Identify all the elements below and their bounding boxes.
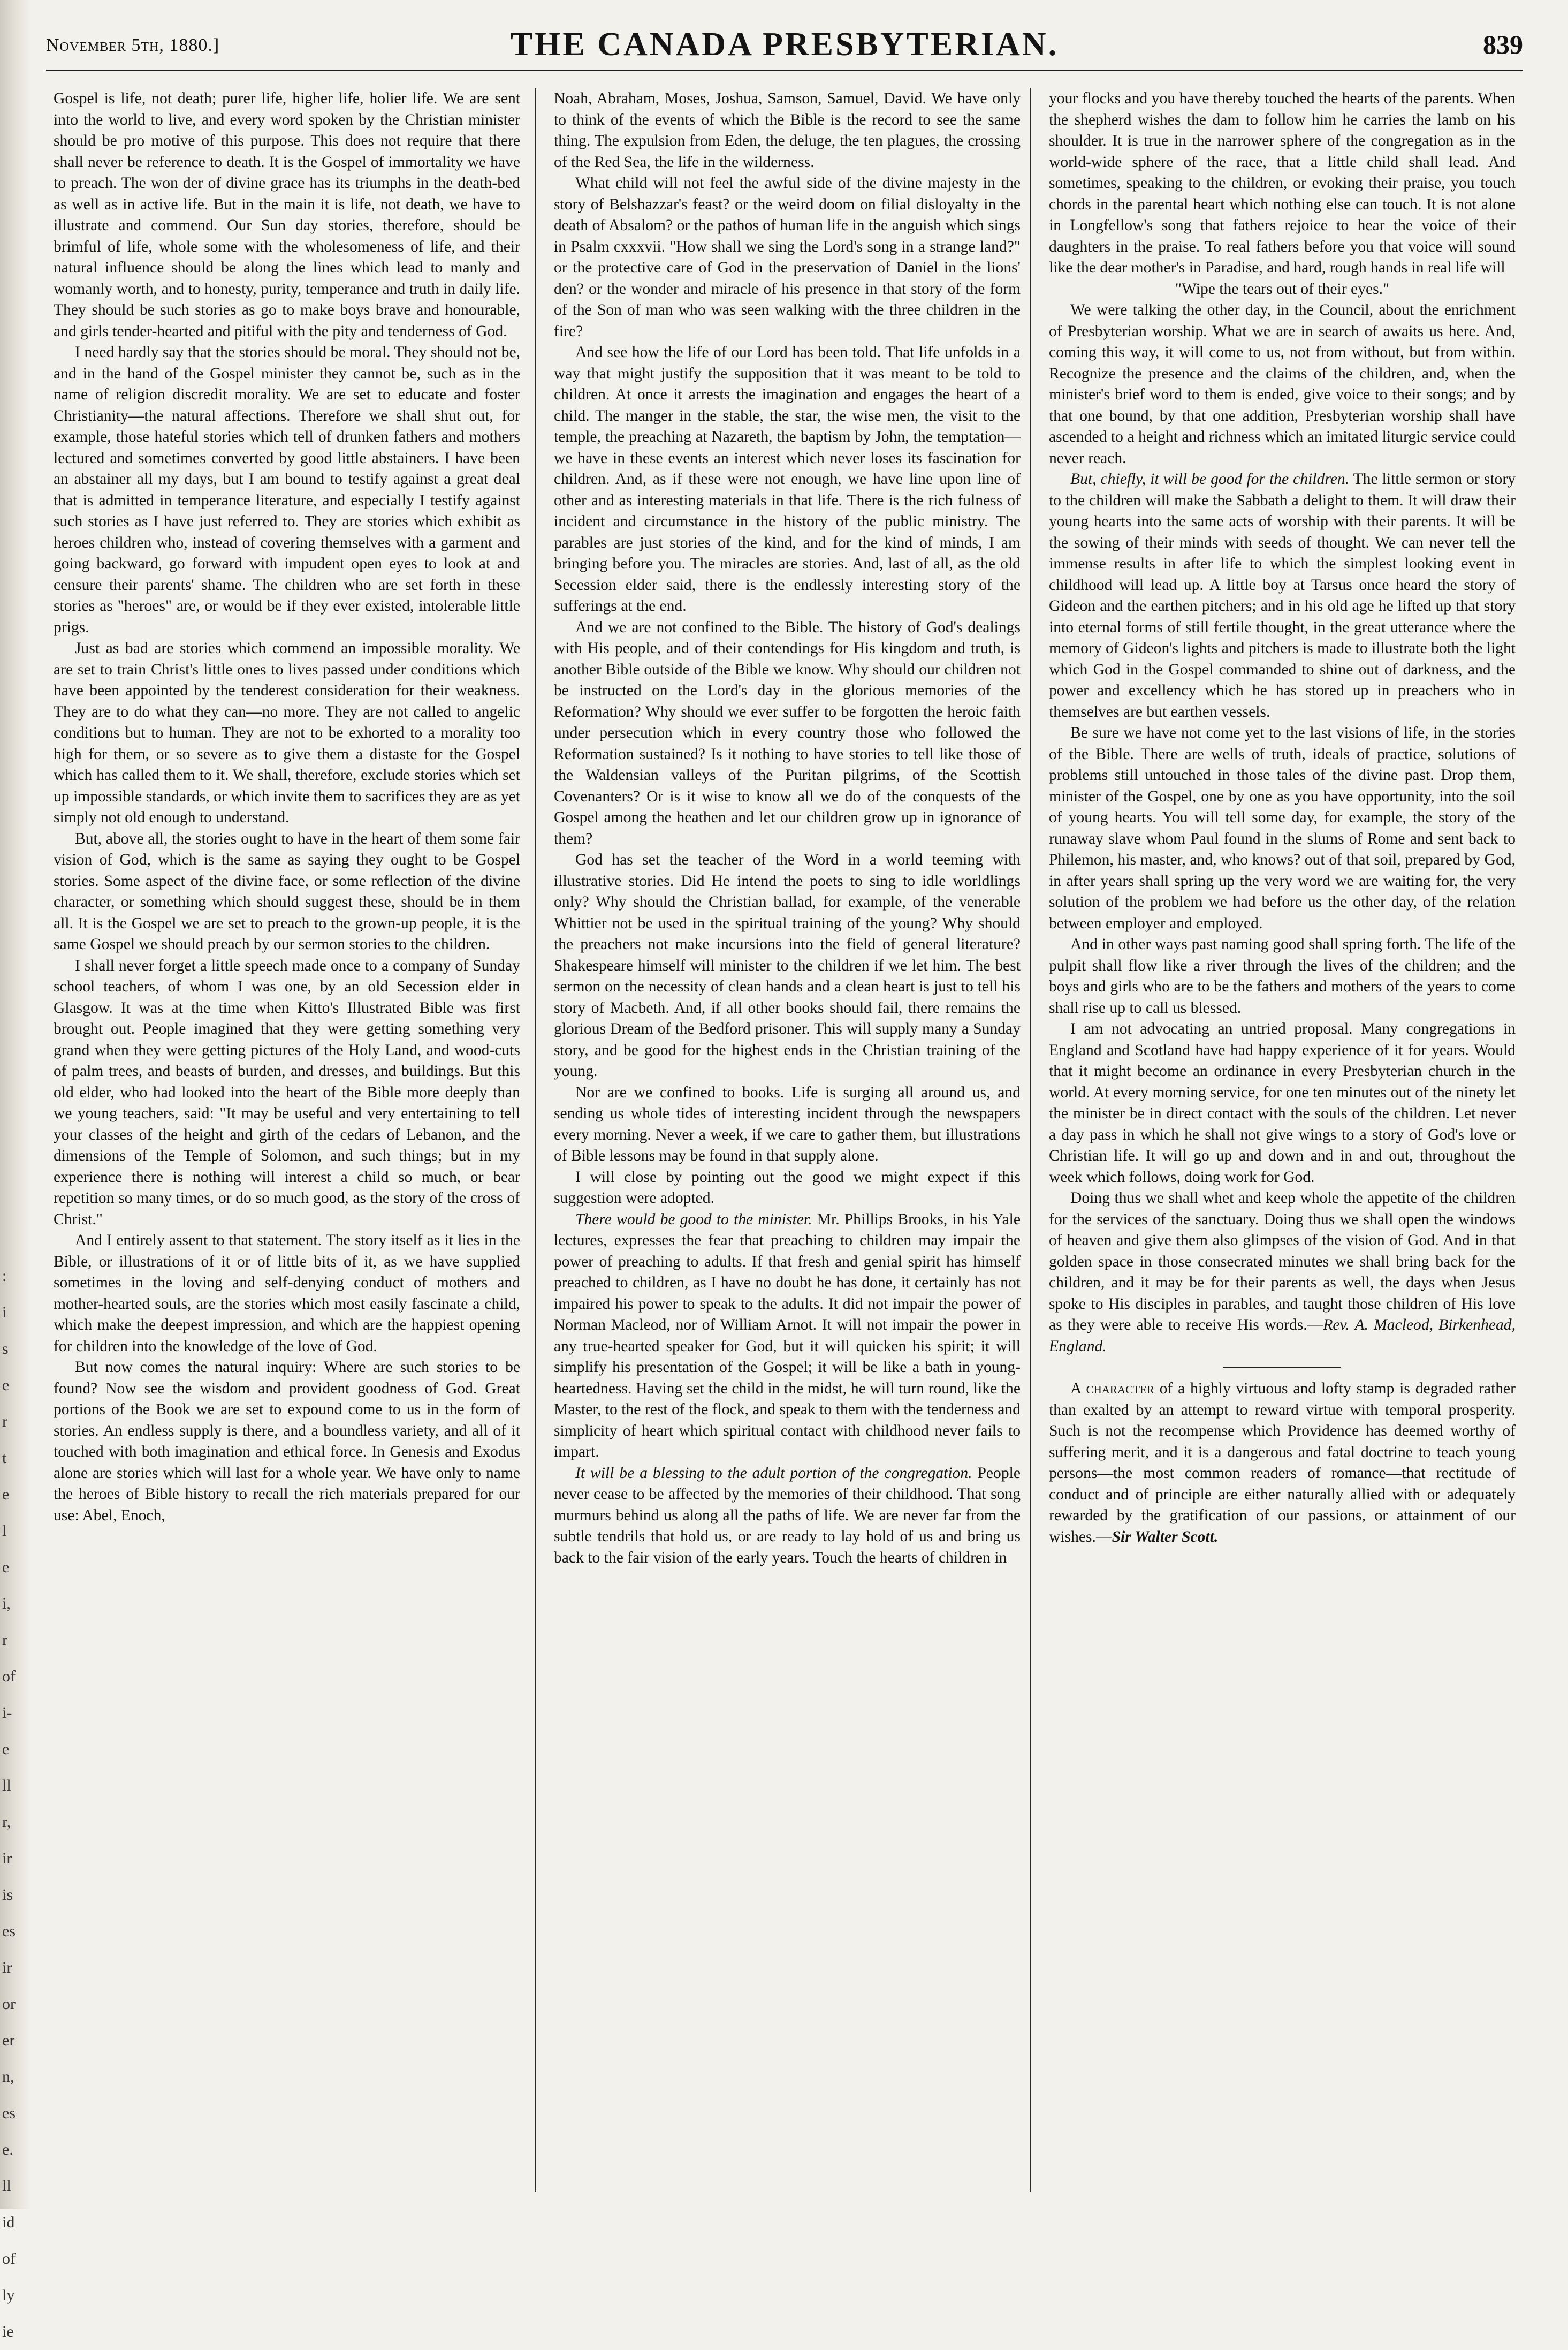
col1-paragraph: I shall never forget a little speech made once to a company of Sunday school teachers, of whom I was one, by an old Secession elder in Glasgow. It was at the time when Kitto's Illustrated Bible was first brought out. People imagined that they were getting something very grand when they were getting pictures of the Holy Land, and wood-cuts of palm trees, and beasts of burden, and dresses, and buildings. But this old elder, who had looked into the heart of the Bible more deeply than we young teachers, said: "It may be useful and very entertaining to tell your classes of the height and girth of the cedars of Lebanon, and the dimensions of the Temple of Solomon, and such things; but in my experience there is nothing will interest a child so much, or bear repetition so many times, or do so much good, as the story of the cross of Christ." (54, 957, 520, 1228)
margin-fragment: e (2, 1740, 10, 1758)
col1-paragraph: I need hardly say that the stories should be moral. They should not be, and in the hand of the Gospel minister they cannot be, such as in the name of religion discredit morality. We are set to educate and foster Christianity—the natural affections. Therefore we shall shut out, for example, those hateful stories which tell of drunken fathers and mothers lectured and sometimes converted by good little abstainers. I have been an abstainer all my days, but I am bound to testify against a great deal that is admitted in temperance literature, and especially I testify against such stories as I have just referred to. They are stories which exhibit as heroes children who, instead of covering themselves with a garment and going backward, go forward with impudent open eyes to look at and censure their parents' shame. The children who are set forth in these stories as "heroes" are, or would be if they ever existed, intolerable little prigs. (54, 344, 520, 636)
page-number: 839 (1483, 29, 1523, 59)
margin-fragment: : (2, 1267, 7, 1285)
margin-fragment: r (2, 1413, 7, 1430)
small-caps-lead: A character (1070, 1380, 1154, 1397)
margin-fragment: id (2, 2213, 15, 2231)
margin-fragment: ie (2, 2323, 14, 2340)
poem-quote: "Wipe the tears out of their eyes." (1175, 280, 1390, 298)
margin-fragment: ir (2, 1959, 12, 1976)
col2-paragraph: What child will not feel the awful side of the divine majesty in the story of Belshazzar's feast? or the weird doom on filial disloyalty in the death of Absalom? or the pathos of human life in the anguish which sings in Psalm cxxxvii. "How shall we sing the Lord's song in a strange land?" or the protective care of God in the preservation of Daniel in the lions' den? or the wonder and miracle of his presence in that story of the form of the Son of man who was seen walking with the three children in the fire? (554, 175, 1021, 340)
margin-fragment: r (2, 1631, 7, 1649)
column-1 (54, 88, 520, 2192)
margin-fragment: ll (2, 1777, 11, 1794)
column-2 (554, 88, 1021, 2192)
margin-fragment: or (2, 1995, 16, 2013)
col2-paragraph: And we are not confined to the Bible. The history of God's dealings with His people, and of their contendings for His kingdom and truth, is another Bible outside of the Bible we know. Why should our children not be instructed on the Lord's day in the glorious memories of the Reformation? Why should we ever suffer to be forgotten the heroic faith under persecution which in every country those who followed the Reformation sustained? Is it nothing to have stories to tell like those of the Waldensian valleys of the Puritan pilgrims, of the Scottish Covenanters? Or is it wise to know all we do of the conquests of the Gospel among the heathen and let our children grow up in ignorance of them? (554, 618, 1021, 847)
column-rule-2 (1030, 88, 1031, 2192)
col3-paragraph: I am not advocating an untried proposal. Many congregations in England and Scotland have had happy experience of it for years. Would that it might become an ordinance in every Presbyterian church in the world. At every morning service, for one ten minutes out of the ninety let the minister be in direct contact with the souls of the children. Let never a day pass in which he shall not give wings to a story of God's love or Christian life. It will go up and down and in and out, throughout the week which follows, doing work for God. (1049, 1020, 1516, 1186)
col2-paragraph: I will close by pointing out the good we might expect if this suggestion were adopted. (554, 1168, 1021, 1207)
col2-minister-paragraph: There would be good to the minister. Mr. Phillips Brooks, in his Yale lectures, expresses the fear that preaching to children may impair the power of preaching to adults. If that fresh and genial spirit has himself preached to children, as I have no doubt he has done, it certainly has not impaired his power to speak to the adults. It did not impair the power of Norman Macleod, nor of William Arnot. It will not impair the power in any true-hearted speaker for God, but it will quicken his spirit; it will simplify his presentation of the Gospel; it will be like a bath in young-heartedness. Having set the child in the midst, he will turn round, like the Master, to the rest of the flock, and speak to them with the tenderness and simplicity of heart which spiritual contact with childhood never fails to impart. (554, 1210, 1021, 1460)
italic-lead: But, chiefly, it will be good for the children. (1070, 471, 1350, 488)
col3-paragraph: We were talking the other day, in the Council, about the enrichment of Presbyterian worship. What we are in search of awaits us here. And, coming this way, it will come to us, not from without, but from within. Recognize the presence and the claims of the children, and, when the minister's brief word to them is ended, give voice to their songs; and by that one bound, by that one addition, Presbyterian worship shall have ascended to a height and richness which an imitated liturgic service could never reach. (1049, 301, 1516, 467)
column-rule-1 (535, 88, 536, 2192)
col3-paragraph: Be sure we have not come yet to the last visions of life, in the stories of the Bible. There are wells of truth, ideals of practice, solutions of problems still untouched in those tales of the divine past. Drop them, minister of the Gospel, one by one as you have opportunity, into the soil of young hearts. You will tell some day, for example, the story of the runaway slave whom Paul found in the slums of Rome and sent back to Philemon, his master, and, who knows? out of that soil, prepared by God, in after years shall spring up the very word we are waiting for, the very solution of the problem we had before us the other day, of the relation between employer and employed. (1049, 724, 1516, 932)
col2-paragraph: And see how the life of our Lord has been told. That life unfolds in a way that might justify the supposition that it was meant to be told to children. At once it arrests the imagination and engages the heart of a child. The manger in the stable, the star, the wise men, the visit to the temple, the preaching at Nazareth, the baptism by John, the temptation—we have in these events an interest which never loses its fascination for children. And, as if these were not enough, we have line upon line of other and as interesting materials in that life. There is the rich fulness of incident and circumstance in the history of the public ministry. The parables are just stories of the kind, and for the kind of minds, I am bringing before you. The miracles are stories. And, last of all, as the old Secession elder said, there is the endlessly interesting story of the sufferings at the end. (554, 344, 1021, 615)
margin-fragment: ly (2, 2286, 15, 2304)
margin-fragment: e (2, 1558, 10, 1576)
margin-fragment: n, (2, 2068, 14, 2086)
col1-paragraph: But now comes the natural inquiry: Where are such stories to be found? Now see the wisdom and provident goodness of God. Great portions of the Book we are set to expound come to us in the form of stories. An endless supply is there, and a boundless variety, and all of it touched with both imagination and ethical force. In Genesis and Exodus alone are stories which will last for a whole year. We have only to name the heroes of Bible history to recall the rich materials prepared for our use: Abel, Enoch, (54, 1359, 520, 1524)
col3-children-paragraph: But, chiefly, it will be good for the children. The little sermon or story to the children will make the Sabbath a delight to them. It will draw their young hearts into the same acts of worship with their parents. It will be the sowing of their minds with seeds of thought. We can never tell the immense results in after life to which the simplest looking event in childhood will lead up. A little boy at Tarsus once heard the story of Gideon and the earthen pitchers; and in his old age he lifted up that story into eternal forms of still fertile thought, in the great utterance where the memory of Gideon's lights and pitchers is made to illustrate both the light which God in the Gospel commanded to shine out of darkness, and the power and excellency which he has stored up in preachers who in themselves are but earthen vessels. (1049, 471, 1516, 721)
margin-fragment: of (2, 2250, 16, 2268)
margin-fragment: i (2, 1303, 7, 1321)
margin-fragment: e. (2, 2141, 13, 2158)
margin-fragment: is (2, 1886, 13, 1904)
col1-paragraph: And I entirely assent to that statement. The story itself as it lies in the Bible, or illustrations of it or of little bits of it, as we have supplied sometimes in the loving and self-denying conduct of mothers and mother-hearted souls, are the stories which most easily fascinate a child, which make the deepest impression, and which are the happiest opening for children into the knowledge of the love of God. (54, 1232, 520, 1355)
col3-paragraph: Doing thus we shall whet and keep whole the appetite of the children for the services of the sanctuary. Doing thus we shall open the windows of heaven and give them also glimpses of the vision of God. And in that golden space in those consecrated minutes we shall bring back for the children, and it may be for their parents as well, the days when Jesus spoke to His disciples in parables, and taught those children of His love as they were able to receive His words.—Rev. A. Macleod, Birkenhead, England. (1049, 1189, 1516, 1355)
page-header (46, 26, 1523, 63)
margin-fragment: l (2, 1522, 7, 1540)
col3-paragraph: your flocks and you have thereby touched the hearts of the parents. When the shepherd wishes the dam to follow him he carries the lamb on his shoulder. It is true in the narrower sphere of the congregation as in the world-wide sphere of the race, that a little child shall lead. And sometimes, speaking to the children, or evoking their praise, you touch chords in the parental heart which nothing else can touch. It is not alone in Longfellow's song that fathers rejoice to hear the voice of their daughters in the praise. To real fathers before you that voice will sound like the dear mother's in Paradise, and hard, rough hands in real life will (1049, 90, 1516, 276)
margin-fragment: e (2, 1485, 10, 1503)
author-signature: Rev. A. Macleod, Birkenhead, England. (1049, 1316, 1516, 1355)
col2-paragraph: Noah, Abraham, Moses, Joshua, Samson, Samuel, David. We have only to think of the events of which the Bible is the record to see the same thing. The expulsion from Eden, the deluge, the ten plagues, the crossing of the Red Sea, the life in the wilderness. (554, 90, 1021, 171)
margin-fragment: i, (2, 1595, 11, 1612)
masthead-title: THE CANADA PRESBYTERIAN. (510, 26, 1059, 63)
italic-lead: There would be good to the minister. (575, 1210, 812, 1228)
italic-lead: It will be a blessing to the adult portion of the congregation. (575, 1464, 972, 1482)
margin-fragment: es (2, 1922, 16, 1940)
margin-fragment: s (2, 1340, 9, 1358)
margin-fragment: er (2, 2031, 15, 2049)
margin-fragment: of (2, 1667, 16, 1685)
col2-adult-paragraph: It will be a blessing to the adult portion of the congregation. People never cease to be affected by the memories of their childhood. That song murmurs behind us along all the paths of life. We are never far from the subtle tendrils that hold us, or are ready to lay hold of us and bring us back to the fair vision of the early years. Touch the hearts of children in (554, 1464, 1021, 1566)
margin-fragment: i- (2, 1704, 12, 1722)
col2-paragraph: God has set the teacher of the Word in a world teeming with illustrative stories. Did He intend the poets to sing to idle worldlings only? Why should the Christian ballad, for example, of the venerable Whittier not be used in the spiritual training of the young? Why should the preachers not make incursions into the field of general literature? Shakespeare himself will minister to the children if we let him. The best sermon on the necessity of clean hands and a clean heart is just to tell his story of Macbeth. And, if all other books should fail, there remains the glorious Dream of the Bedford prisoner. This will supply many a Sunday story, and be good for the highest ends in the Christian training of the young. (554, 851, 1021, 1080)
margin-fragment: t (2, 1449, 7, 1467)
col3-paragraph: And in other ways past naming good shall spring forth. The life of the pulpit shall flow like a river through the lives of the children; and the boys and girls who are to be the fathers and mothers of the years to come shall rise up to call us blessed. (1049, 936, 1516, 1017)
previous-page-margin-fragments (2, 1258, 16, 2350)
col1-paragraph: But, above all, the stories ought to have in the heart of them some fair vision of God, which is the same as saying they ought to be Gospel stories. Some aspect of the divine face, or some reflection of the divine character, or something which should suggest these, should be in them all. It is the Gospel we are set to preach to the grown-up people, it is the same Gospel we should preach by our sermon stories to the children. (54, 830, 520, 953)
column-3 (1049, 88, 1516, 2192)
walter-scott-paragraph: A character of a highly virtuous and lofty stamp is degraded rather than exalted by an attempt to reward virtue with temporal prosperity. Such is not the recompense which Providence has deemed worthy of suffering merit, and it is a dangerous and fatal doctrine to teach young persons—the most common readers of romance—that rectitude of conduct and of principle are either naturally allied with or adequately rewarded by the gratification of our passions, or attainment of our wishes.—Sir Walter Scott. (1049, 1380, 1516, 1545)
margin-fragment: r, (2, 1813, 11, 1831)
margin-fragment: es (2, 2104, 16, 2122)
margin-fragment: e (2, 1376, 10, 1394)
col1-paragraph: Just as bad are stories which commend an impossible morality. We are set to train Christ's little ones to lives passed under conditions which have been appointed by the tenderest consideration for their weakness. They are to do what they can—no more. They are not called to angelic conditions but to human. They are not to be exhorted to a morality too high for them, or so severe as to give them a distaste for the Gospel which has called them to it. We shall, therefore, exclude stories which set up impossible standards, or which invite them to sacrifices they are as yet simply not old enough to understand. (54, 640, 520, 826)
col1-paragraph: Gospel is life, not death; purer life, higher life, holier life. We are sent into the world to live, and every word spoken by the Christian minister should be pro motive of this purpose. This does not require that there shall never be reference to death. It is the Gospel of immortality we have to preach. The won der of divine grace has its triumphs in the death-bed as well as in active life. But in the main it is life, not death, we have to illustrate and commend. Our Sun day stories, therefore, should be brimful of life, whole some with the wholesomeness of life, and their natural influence should be along the lines which lead to manly and womanly worth, and to honesty, purity, temperance and truth in daily life. They should be such stories as go to make boys brave and honourable, and girls tender-hearted and pitiful with the pity and tenderness of God. (54, 90, 520, 340)
issue-date: November 5th, 1880.] (46, 35, 220, 55)
margin-fragment: ir (2, 1849, 12, 1867)
margin-fragment: ll (2, 2177, 11, 2195)
quote-attribution: Sir Walter Scott. (1112, 1528, 1219, 1545)
col2-paragraph: Nor are we confined to books. Life is surging all around us, and sending us whole tides of interesting incident through the newspapers every morning. Never a week, if we care to gather them, but illustrations of Bible lessons may be found in that supply alone. (554, 1083, 1021, 1164)
header-rule (46, 70, 1523, 71)
section-divider (1223, 1367, 1341, 1368)
